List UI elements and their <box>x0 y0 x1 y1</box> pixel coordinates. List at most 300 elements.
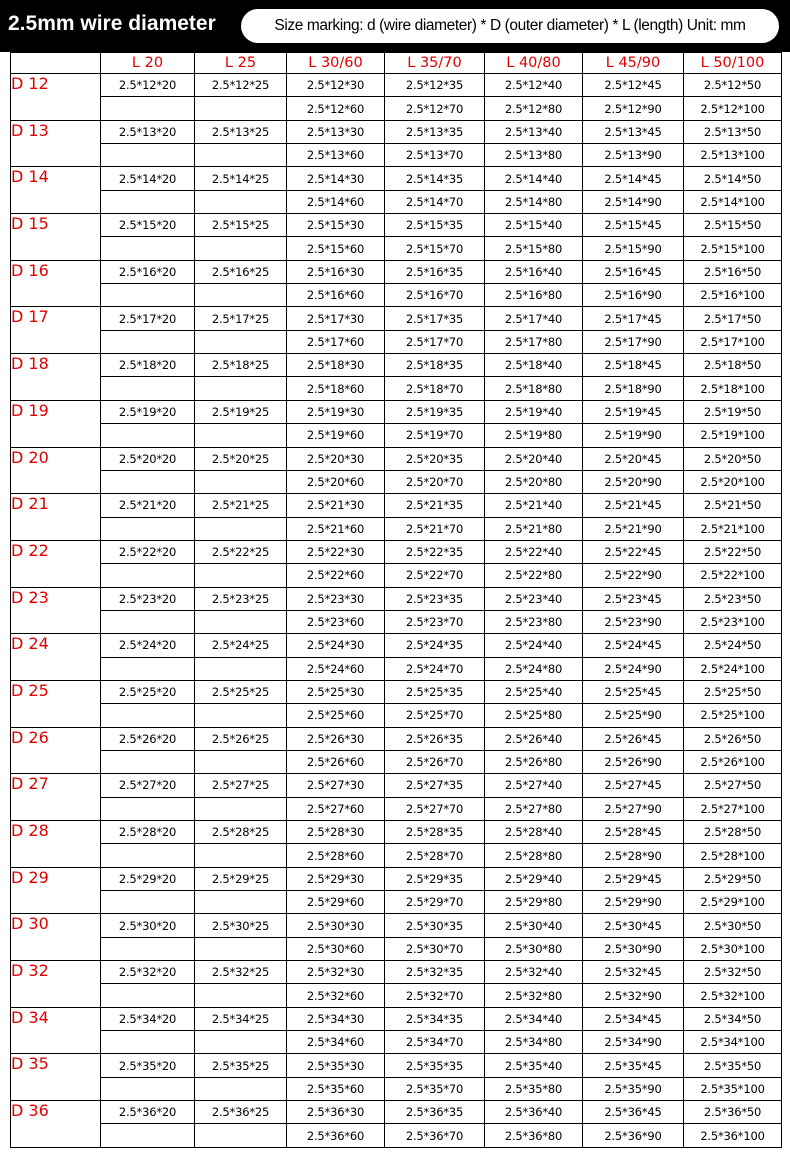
size-cell: 2.5*17*70 <box>385 330 485 353</box>
size-cell: 2.5*30*50 <box>684 914 782 937</box>
size-cell: 2.5*27*70 <box>385 797 485 820</box>
table-row <box>11 167 782 190</box>
size-cell: 2.5*19*50 <box>684 400 782 423</box>
table-row <box>11 634 782 657</box>
table-row <box>11 867 782 890</box>
size-cell: 2.5*29*30 <box>287 867 385 890</box>
size-cell: 2.5*35*50 <box>684 1054 782 1077</box>
size-cell: 2.5*22*45 <box>583 540 684 563</box>
table-row <box>11 961 782 984</box>
table-row <box>11 1031 782 1054</box>
diameter-label: D 21 <box>11 494 101 541</box>
empty-cell <box>101 424 195 447</box>
table-row <box>11 680 782 703</box>
size-cell: 2.5*15*50 <box>684 214 782 237</box>
empty-cell <box>101 237 195 260</box>
size-cell: 2.5*15*30 <box>287 214 385 237</box>
size-cell: 2.5*32*70 <box>385 984 485 1007</box>
empty-cell <box>101 984 195 1007</box>
size-cell: 2.5*19*80 <box>485 424 583 447</box>
size-cell: 2.5*15*70 <box>385 237 485 260</box>
size-cell: 2.5*18*35 <box>385 354 485 377</box>
size-cell: 2.5*17*80 <box>485 330 583 353</box>
size-cell: 2.5*34*40 <box>485 1007 583 1030</box>
size-cell: 2.5*25*40 <box>485 680 583 703</box>
empty-cell <box>195 97 287 120</box>
empty-cell <box>195 470 287 493</box>
table-row <box>11 424 782 447</box>
size-cell: 2.5*34*80 <box>485 1031 583 1054</box>
size-cell: 2.5*16*45 <box>583 260 684 283</box>
size-cell: 2.5*32*100 <box>684 984 782 1007</box>
size-cell: 2.5*30*60 <box>287 937 385 960</box>
size-cell: 2.5*19*90 <box>583 424 684 447</box>
diameter-label: D 14 <box>11 167 101 214</box>
size-cell: 2.5*25*30 <box>287 680 385 703</box>
size-cell: 2.5*17*35 <box>385 307 485 330</box>
empty-cell <box>195 190 287 213</box>
size-cell: 2.5*27*45 <box>583 774 684 797</box>
size-cell: 2.5*30*35 <box>385 914 485 937</box>
size-cell: 2.5*25*50 <box>684 680 782 703</box>
size-cell: 2.5*15*35 <box>385 214 485 237</box>
size-cell: 2.5*14*100 <box>684 190 782 213</box>
size-cell: 2.5*36*70 <box>385 1124 485 1148</box>
size-cell: 2.5*12*90 <box>583 97 684 120</box>
table-row <box>11 284 782 307</box>
size-cell: 2.5*28*100 <box>684 844 782 867</box>
size-cell: 2.5*24*20 <box>101 634 195 657</box>
size-cell: 2.5*32*80 <box>485 984 583 1007</box>
size-cell: 2.5*12*70 <box>385 97 485 120</box>
size-cell: 2.5*16*80 <box>485 284 583 307</box>
table-body <box>11 74 782 1148</box>
size-cell: 2.5*13*30 <box>287 120 385 143</box>
size-cell: 2.5*34*45 <box>583 1007 684 1030</box>
size-cell: 2.5*12*80 <box>485 97 583 120</box>
size-cell: 2.5*19*45 <box>583 400 684 423</box>
size-cell: 2.5*34*60 <box>287 1031 385 1054</box>
size-cell: 2.5*21*100 <box>684 517 782 540</box>
size-cell: 2.5*29*25 <box>195 867 287 890</box>
size-cell: 2.5*21*60 <box>287 517 385 540</box>
size-cell: 2.5*13*80 <box>485 144 583 167</box>
size-cell: 2.5*17*30 <box>287 307 385 330</box>
size-cell: 2.5*30*100 <box>684 937 782 960</box>
size-cell: 2.5*15*80 <box>485 237 583 260</box>
size-cell: 2.5*16*70 <box>385 284 485 307</box>
size-cell: 2.5*21*50 <box>684 494 782 517</box>
size-cell: 2.5*32*35 <box>385 961 485 984</box>
empty-cell <box>195 984 287 1007</box>
table-row <box>11 587 782 610</box>
size-cell: 2.5*29*70 <box>385 891 485 914</box>
size-cell: 2.5*29*20 <box>101 867 195 890</box>
size-cell: 2.5*18*20 <box>101 354 195 377</box>
size-cell: 2.5*28*30 <box>287 821 385 844</box>
size-cell: 2.5*13*35 <box>385 120 485 143</box>
size-cell: 2.5*27*25 <box>195 774 287 797</box>
table-row <box>11 821 782 844</box>
size-cell: 2.5*24*45 <box>583 634 684 657</box>
size-cell: 2.5*14*40 <box>485 167 583 190</box>
size-cell: 2.5*23*35 <box>385 587 485 610</box>
table-row <box>11 377 782 400</box>
size-cell: 2.5*20*40 <box>485 447 583 470</box>
size-cell: 2.5*18*30 <box>287 354 385 377</box>
size-cell: 2.5*25*45 <box>583 680 684 703</box>
size-cell: 2.5*18*25 <box>195 354 287 377</box>
size-cell: 2.5*13*20 <box>101 120 195 143</box>
empty-cell <box>195 284 287 307</box>
diameter-label: D 27 <box>11 774 101 821</box>
size-cell: 2.5*36*80 <box>485 1124 583 1148</box>
size-cell: 2.5*24*30 <box>287 634 385 657</box>
size-cell: 2.5*18*50 <box>684 354 782 377</box>
size-cell: 2.5*20*70 <box>385 470 485 493</box>
size-cell: 2.5*22*40 <box>485 540 583 563</box>
column-header: L 35/70 <box>385 53 485 74</box>
size-cell: 2.5*32*30 <box>287 961 385 984</box>
size-cell: 2.5*18*90 <box>583 377 684 400</box>
size-cell: 2.5*23*40 <box>485 587 583 610</box>
size-cell: 2.5*21*30 <box>287 494 385 517</box>
size-cell: 2.5*30*20 <box>101 914 195 937</box>
size-cell: 2.5*21*25 <box>195 494 287 517</box>
table-row <box>11 470 782 493</box>
table-row <box>11 260 782 283</box>
size-cell: 2.5*25*90 <box>583 704 684 727</box>
size-cell: 2.5*28*80 <box>485 844 583 867</box>
empty-cell <box>195 704 287 727</box>
size-cell: 2.5*26*40 <box>485 727 583 750</box>
table-row <box>11 120 782 143</box>
size-cell: 2.5*32*20 <box>101 961 195 984</box>
table-row <box>11 517 782 540</box>
empty-cell <box>195 424 287 447</box>
size-cell: 2.5*17*40 <box>485 307 583 330</box>
size-cell: 2.5*19*20 <box>101 400 195 423</box>
size-cell: 2.5*20*90 <box>583 470 684 493</box>
column-header: L 30/60 <box>287 53 385 74</box>
page-title: 2.5mm wire diameter <box>8 12 216 35</box>
table-row <box>11 1077 782 1100</box>
size-table <box>10 52 782 1148</box>
empty-cell <box>195 1124 287 1148</box>
empty-cell <box>195 564 287 587</box>
size-cell: 2.5*36*45 <box>583 1101 684 1124</box>
empty-cell <box>101 937 195 960</box>
table-row <box>11 330 782 353</box>
size-cell: 2.5*36*30 <box>287 1101 385 1124</box>
diameter-label: D 32 <box>11 961 101 1008</box>
size-cell: 2.5*26*50 <box>684 727 782 750</box>
size-cell: 2.5*16*90 <box>583 284 684 307</box>
size-cell: 2.5*28*40 <box>485 821 583 844</box>
size-cell: 2.5*16*25 <box>195 260 287 283</box>
diameter-label: D 23 <box>11 587 101 634</box>
empty-cell <box>195 797 287 820</box>
size-cell: 2.5*17*90 <box>583 330 684 353</box>
table-row <box>11 774 782 797</box>
empty-cell <box>101 1031 195 1054</box>
size-cell: 2.5*26*20 <box>101 727 195 750</box>
size-cell: 2.5*14*25 <box>195 167 287 190</box>
size-cell: 2.5*16*40 <box>485 260 583 283</box>
size-cell: 2.5*30*90 <box>583 937 684 960</box>
size-cell: 2.5*27*50 <box>684 774 782 797</box>
diameter-label: D 36 <box>11 1101 101 1148</box>
size-cell: 2.5*28*90 <box>583 844 684 867</box>
size-cell: 2.5*22*60 <box>287 564 385 587</box>
size-cell: 2.5*26*45 <box>583 727 684 750</box>
column-header: L 45/90 <box>583 53 684 74</box>
diameter-label: D 19 <box>11 400 101 447</box>
empty-cell <box>195 891 287 914</box>
size-cell: 2.5*12*50 <box>684 74 782 97</box>
size-cell: 2.5*29*100 <box>684 891 782 914</box>
column-header <box>11 53 101 74</box>
size-cell: 2.5*19*100 <box>684 424 782 447</box>
diameter-label: D 20 <box>11 447 101 494</box>
empty-cell <box>195 237 287 260</box>
diameter-label: D 28 <box>11 821 101 868</box>
size-cell: 2.5*30*40 <box>485 914 583 937</box>
table-row <box>11 97 782 120</box>
size-cell: 2.5*15*25 <box>195 214 287 237</box>
size-cell: 2.5*12*20 <box>101 74 195 97</box>
diameter-label: D 35 <box>11 1054 101 1101</box>
diameter-label: D 17 <box>11 307 101 354</box>
size-cell: 2.5*19*40 <box>485 400 583 423</box>
empty-cell <box>195 377 287 400</box>
empty-cell <box>195 657 287 680</box>
size-cell: 2.5*20*50 <box>684 447 782 470</box>
size-cell: 2.5*21*70 <box>385 517 485 540</box>
size-cell: 2.5*27*60 <box>287 797 385 820</box>
size-cell: 2.5*12*30 <box>287 74 385 97</box>
size-cell: 2.5*12*40 <box>485 74 583 97</box>
size-cell: 2.5*16*20 <box>101 260 195 283</box>
size-cell: 2.5*18*80 <box>485 377 583 400</box>
column-header-row <box>11 53 782 74</box>
size-cell: 2.5*22*100 <box>684 564 782 587</box>
diameter-label: D 34 <box>11 1007 101 1054</box>
table-row <box>11 237 782 260</box>
size-cell: 2.5*21*80 <box>485 517 583 540</box>
size-cell: 2.5*34*25 <box>195 1007 287 1030</box>
size-cell: 2.5*18*70 <box>385 377 485 400</box>
size-cell: 2.5*34*30 <box>287 1007 385 1030</box>
size-cell: 2.5*32*60 <box>287 984 385 1007</box>
size-cell: 2.5*23*70 <box>385 610 485 633</box>
empty-cell <box>101 144 195 167</box>
empty-cell <box>101 284 195 307</box>
table-row <box>11 447 782 470</box>
diameter-label: D 25 <box>11 680 101 727</box>
size-cell: 2.5*29*60 <box>287 891 385 914</box>
size-cell: 2.5*35*30 <box>287 1054 385 1077</box>
table-row <box>11 1007 782 1030</box>
empty-cell <box>195 330 287 353</box>
size-cell: 2.5*19*70 <box>385 424 485 447</box>
size-cell: 2.5*27*90 <box>583 797 684 820</box>
size-cell: 2.5*13*90 <box>583 144 684 167</box>
size-cell: 2.5*24*100 <box>684 657 782 680</box>
size-cell: 2.5*23*25 <box>195 587 287 610</box>
size-cell: 2.5*26*70 <box>385 750 485 773</box>
diameter-label: D 29 <box>11 867 101 914</box>
size-cell: 2.5*21*45 <box>583 494 684 517</box>
diameter-label: D 18 <box>11 354 101 401</box>
size-cell: 2.5*22*35 <box>385 540 485 563</box>
size-cell: 2.5*18*40 <box>485 354 583 377</box>
table-row <box>11 937 782 960</box>
size-cell: 2.5*20*60 <box>287 470 385 493</box>
size-cell: 2.5*15*60 <box>287 237 385 260</box>
size-cell: 2.5*24*90 <box>583 657 684 680</box>
empty-cell <box>101 750 195 773</box>
size-cell: 2.5*13*50 <box>684 120 782 143</box>
size-cell: 2.5*16*60 <box>287 284 385 307</box>
size-cell: 2.5*28*60 <box>287 844 385 867</box>
size-cell: 2.5*25*35 <box>385 680 485 703</box>
size-cell: 2.5*29*45 <box>583 867 684 890</box>
size-cell: 2.5*23*90 <box>583 610 684 633</box>
table-row <box>11 914 782 937</box>
empty-cell <box>101 330 195 353</box>
size-cell: 2.5*16*30 <box>287 260 385 283</box>
empty-cell <box>101 891 195 914</box>
size-cell: 2.5*15*100 <box>684 237 782 260</box>
column-header: L 25 <box>195 53 287 74</box>
table-row <box>11 1054 782 1077</box>
table-row <box>11 307 782 330</box>
size-cell: 2.5*23*100 <box>684 610 782 633</box>
empty-cell <box>101 610 195 633</box>
size-cell: 2.5*34*50 <box>684 1007 782 1030</box>
size-cell: 2.5*29*50 <box>684 867 782 890</box>
size-cell: 2.5*21*20 <box>101 494 195 517</box>
empty-cell <box>195 844 287 867</box>
size-cell: 2.5*18*45 <box>583 354 684 377</box>
size-cell: 2.5*26*30 <box>287 727 385 750</box>
size-cell: 2.5*13*100 <box>684 144 782 167</box>
table-row <box>11 354 782 377</box>
size-cell: 2.5*15*45 <box>583 214 684 237</box>
size-cell: 2.5*23*60 <box>287 610 385 633</box>
size-cell: 2.5*18*60 <box>287 377 385 400</box>
empty-cell <box>101 1077 195 1100</box>
size-cell: 2.5*24*70 <box>385 657 485 680</box>
size-cell: 2.5*32*45 <box>583 961 684 984</box>
size-cell: 2.5*22*20 <box>101 540 195 563</box>
size-cell: 2.5*28*20 <box>101 821 195 844</box>
table-row <box>11 1101 782 1124</box>
size-cell: 2.5*17*60 <box>287 330 385 353</box>
size-cell: 2.5*22*80 <box>485 564 583 587</box>
size-cell: 2.5*14*30 <box>287 167 385 190</box>
size-cell: 2.5*14*50 <box>684 167 782 190</box>
size-cell: 2.5*16*100 <box>684 284 782 307</box>
size-cell: 2.5*34*35 <box>385 1007 485 1030</box>
size-cell: 2.5*13*60 <box>287 144 385 167</box>
size-cell: 2.5*34*70 <box>385 1031 485 1054</box>
size-cell: 2.5*19*25 <box>195 400 287 423</box>
size-cell: 2.5*25*100 <box>684 704 782 727</box>
size-cell: 2.5*17*20 <box>101 307 195 330</box>
size-cell: 2.5*14*45 <box>583 167 684 190</box>
empty-cell <box>195 610 287 633</box>
table-row <box>11 704 782 727</box>
size-cell: 2.5*26*35 <box>385 727 485 750</box>
size-cell: 2.5*13*25 <box>195 120 287 143</box>
size-cell: 2.5*14*35 <box>385 167 485 190</box>
table-row <box>11 1124 782 1148</box>
size-cell: 2.5*32*50 <box>684 961 782 984</box>
empty-cell <box>101 97 195 120</box>
table-row <box>11 844 782 867</box>
size-cell: 2.5*23*30 <box>287 587 385 610</box>
table-row <box>11 891 782 914</box>
size-cell: 2.5*34*20 <box>101 1007 195 1030</box>
empty-cell <box>101 377 195 400</box>
size-cell: 2.5*23*80 <box>485 610 583 633</box>
size-cell: 2.5*25*80 <box>485 704 583 727</box>
size-cell: 2.5*13*45 <box>583 120 684 143</box>
table-row <box>11 727 782 750</box>
size-cell: 2.5*17*100 <box>684 330 782 353</box>
size-cell: 2.5*20*35 <box>385 447 485 470</box>
size-cell: 2.5*30*80 <box>485 937 583 960</box>
size-cell: 2.5*29*90 <box>583 891 684 914</box>
diameter-label: D 16 <box>11 260 101 307</box>
size-cell: 2.5*12*60 <box>287 97 385 120</box>
table-row <box>11 494 782 517</box>
size-cell: 2.5*35*70 <box>385 1077 485 1100</box>
size-cell: 2.5*30*30 <box>287 914 385 937</box>
size-cell: 2.5*12*35 <box>385 74 485 97</box>
column-header: L 50/100 <box>684 53 782 74</box>
size-cell: 2.5*14*60 <box>287 190 385 213</box>
size-cell: 2.5*13*70 <box>385 144 485 167</box>
size-cell: 2.5*22*90 <box>583 564 684 587</box>
size-cell: 2.5*36*60 <box>287 1124 385 1148</box>
size-cell: 2.5*35*45 <box>583 1054 684 1077</box>
size-cell: 2.5*26*90 <box>583 750 684 773</box>
size-cell: 2.5*22*30 <box>287 540 385 563</box>
size-cell: 2.5*34*90 <box>583 1031 684 1054</box>
empty-cell <box>195 1077 287 1100</box>
size-cell: 2.5*16*50 <box>684 260 782 283</box>
size-cell: 2.5*36*35 <box>385 1101 485 1124</box>
empty-cell <box>101 470 195 493</box>
size-cell: 2.5*20*45 <box>583 447 684 470</box>
size-cell: 2.5*35*40 <box>485 1054 583 1077</box>
size-cell: 2.5*15*40 <box>485 214 583 237</box>
size-cell: 2.5*27*35 <box>385 774 485 797</box>
size-cell: 2.5*29*80 <box>485 891 583 914</box>
diameter-label: D 24 <box>11 634 101 681</box>
table-row <box>11 214 782 237</box>
table-row <box>11 797 782 820</box>
size-cell: 2.5*22*50 <box>684 540 782 563</box>
size-cell: 2.5*27*80 <box>485 797 583 820</box>
size-cell: 2.5*25*70 <box>385 704 485 727</box>
size-cell: 2.5*36*50 <box>684 1101 782 1124</box>
column-header: L 20 <box>101 53 195 74</box>
size-table-container <box>10 52 781 1148</box>
